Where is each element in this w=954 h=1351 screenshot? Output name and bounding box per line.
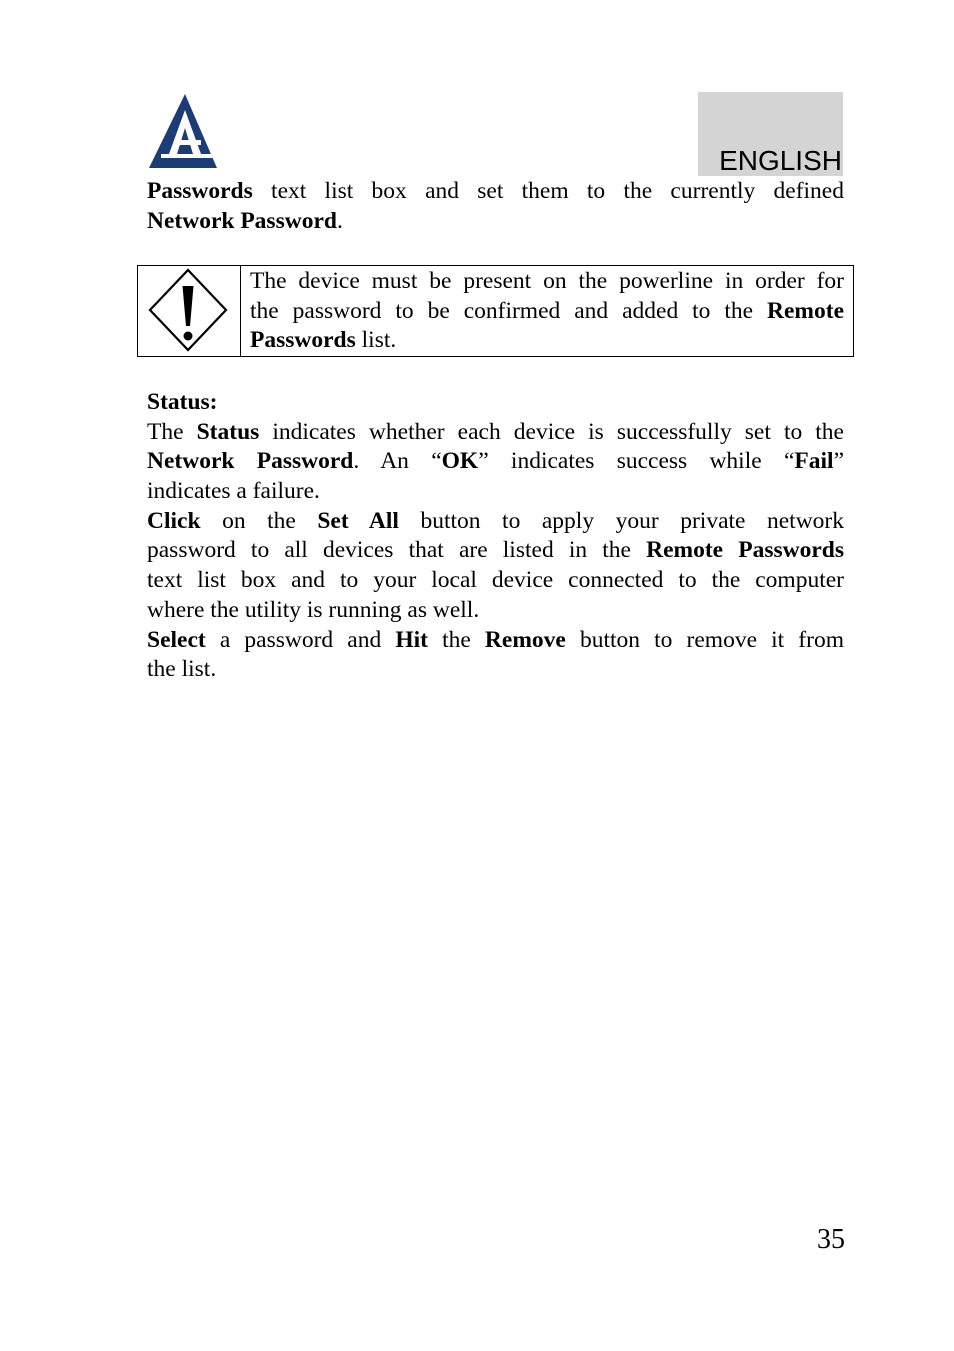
remote-passwords-term: Remote Passwords bbox=[646, 537, 844, 564]
passwords-term: Passwords bbox=[147, 178, 253, 204]
status-section: Status: The Status indicates whether each device is successfully set to the Network Password. An “OK” indicates success while “Fail” indicates a failure. Click on the Set All button to apply your private network password to all devices that are listed in the Remote Passwords text list box and to your local device connected to the computer where the utility is running as well. Select a password and Hit the Remove button to remove it from the list. bbox=[147, 389, 844, 683]
ok-term: OK bbox=[441, 448, 479, 475]
click-term: Click bbox=[147, 507, 201, 534]
language-badge bbox=[698, 92, 843, 176]
fail-term: Fail bbox=[794, 448, 834, 475]
status-heading: Status: bbox=[147, 389, 218, 415]
hit-term: Hit bbox=[395, 626, 428, 653]
set-all-term: Set All bbox=[317, 507, 399, 534]
triangle-a-logo bbox=[147, 92, 219, 170]
network-password-term: Network Password bbox=[147, 448, 354, 475]
select-term: Select bbox=[147, 626, 206, 653]
passwords-term: Passwords bbox=[250, 327, 356, 354]
warning-icon bbox=[146, 266, 230, 354]
intro-paragraph: Passwords text list box and set them to the currently defined Network Password. bbox=[147, 178, 844, 234]
status-term: Status bbox=[196, 418, 260, 445]
notice-icon-cell bbox=[138, 266, 241, 356]
remote-term: Remote bbox=[767, 297, 844, 324]
page-number: 35 bbox=[817, 1224, 845, 1255]
network-password-term: Network Password bbox=[147, 207, 337, 234]
language-label: ENGLISH bbox=[719, 145, 842, 176]
notice-text: The device must be present on the powerline in order for the password to be confirmed and added to the Remote Passwords list. bbox=[250, 268, 844, 354]
remove-term: Remove bbox=[484, 626, 566, 653]
notice-box bbox=[137, 265, 854, 357]
